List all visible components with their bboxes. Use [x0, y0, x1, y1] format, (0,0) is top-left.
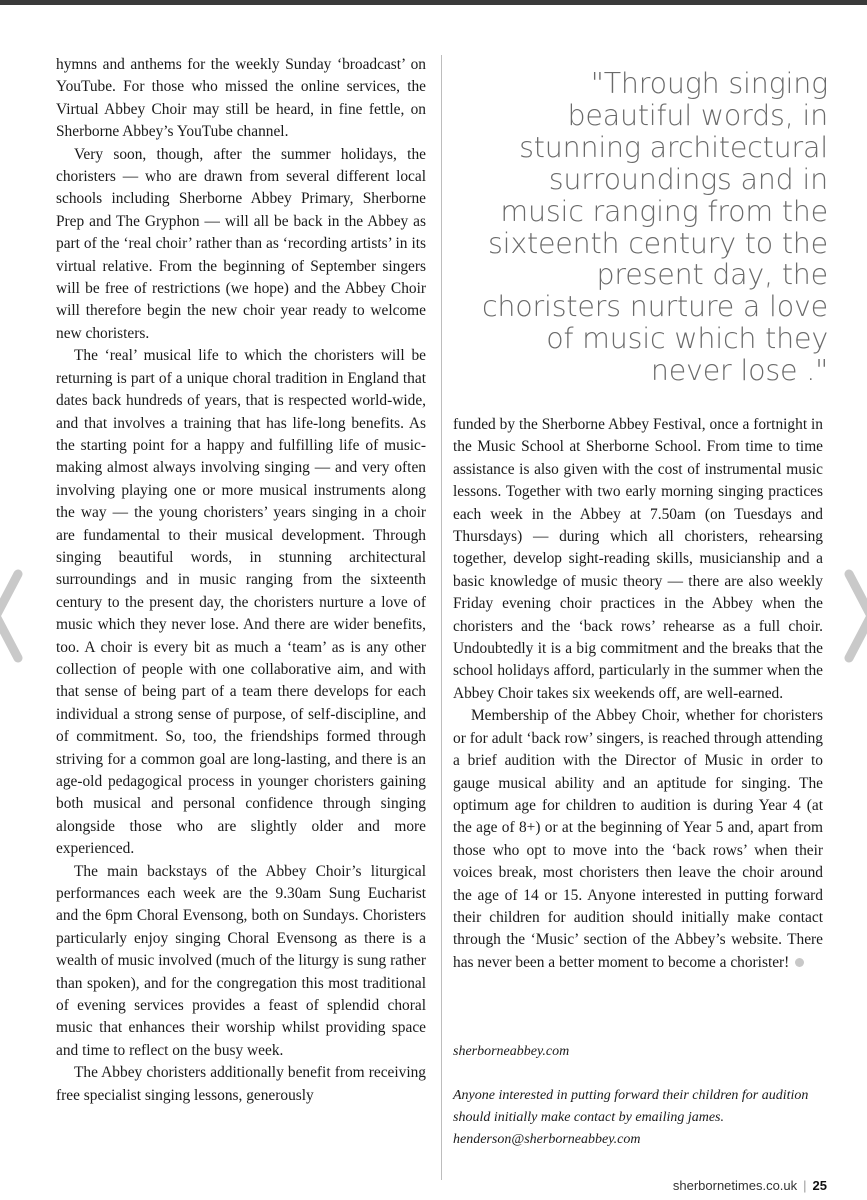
- paragraph: The Abbey choristers additionally benefit from receiving free specialist singing lessons, generously: [56, 1064, 426, 1104]
- column-divider: [441, 55, 442, 1180]
- paragraph-text: Membership of the Abbey Choir, whether for choristers or for adult ‘back row’ singers, is reached through attending a brief audition with the Director of Music in order to gauge musical ability and an aptitude for singing. The optimum age for children to audition is during Year 4 (at the age of 8+) or at the beginning of Year 5 and, apart from those who opt to move into the ‘back rows’ when their voices break, most choristers then leave the choir around the age of 14 or 15. Anyone interested in putting forward their children for audition should initially make contact through the ‘Music’ section of the Abbey’s website. There has never been a better moment to become a chorister!: [453, 707, 823, 971]
- paragraph: The ‘real’ musical life to which the choristers will be returning is part of a unique choral tradition in England that dates back hundreds of years, that is respected world-wide, and that involves a training that has life-long benefits. As the starting point for a happy and fulfilling life of music-making almost always involving singing — and very often involving playing one or more musical instruments along the way — the young choristers’ years singing in a choir are fundamental to their musical development. Through singing beautiful words, in stunning architectural surroundings and in music ranging from the sixteenth century to the present day, the choristers nurture a love of music which they never lose. And there are wider benefits, too. A choir is every bit as much a ‘team’ as is any other collection of people with one collaborative aim, and with that sense of being part of a team there develops for each individual a strong sense of purpose, of self-discipline, and of commitment. So, too, the friendships formed through striving for a common goal are long-lasting, and there is an age-old pedagogical process in younger choristers gaining both musical and personal confidence through singing alongside those who are slightly older and more experienced.: [56, 347, 426, 858]
- page-number: 25: [812, 1178, 827, 1193]
- chevron-left-icon[interactable]: [0, 568, 24, 664]
- left-column: [56, 54, 426, 1107]
- paragraph: funded by the Sherborne Abbey Festival, once a fortnight in the Music School at Sherborne School. From time to time assistance is also given with the cost of instrumental music lessons. Together with two early morning singing practices each week in the Abbey at 7.50am (on Tuesdays and Thursdays) — during which all choristers, rehearsing together, develop sight-reading skills, musicianship and a basic knowledge of music theory — there are also weekly Friday evening choir practices in the Abbey when the choristers and the ‘back rows’ rehearse as a full choir. Undoubtedly it is a big commitment and the breaks that the school holidays afford, particularly in the summer when the Abbey Choir takes six weekends off, are well-earned.: [453, 416, 823, 702]
- footer-separator: |: [803, 1178, 807, 1193]
- right-column: [453, 414, 823, 974]
- paragraph: The main backstays of the Abbey Choir’s liturgical performances each week are the 9.30am Sung Eucharist and the 6pm Choral Evensong, both on Sundays. Choristers particularly enjoy singing Choral Evensong as there is a wealth of music involved (much of the liturgy is sung rather than spoken), and for the congregation this most traditional of evening services provides a feast of splendid choral music that enhances their worship whilst providing space and time to reflect on the busy week.: [56, 862, 426, 1059]
- chevron-right-icon[interactable]: [843, 568, 867, 664]
- paragraph: Very soon, though, after the summer holidays, the choristers — who are drawn from several different local schools including Sherborne Abbey Primary, Sherborne Prep and The Gryphon — will all be back in the Abbey as part of the ‘real choir’ rather than as ‘recording artists’ in its virtual relative. From the beginning of September singers will be free of restrictions (we hope) and the Abbey Choir will therefore begin the new choir year ready to welcome new choristers.: [56, 145, 426, 342]
- paragraph-final: [453, 705, 823, 974]
- top-bar: [0, 0, 867, 5]
- dot-icon: [795, 958, 804, 967]
- paragraph: hymns and anthems for the weekly Sunday ‘broadcast’ on YouTube. For those who missed the online services, the Virtual Abbey Choir may still be heard, in fine fettle, on Sherborne Abbey’s YouTube channel.: [56, 56, 426, 141]
- pull-quote: "Through singing beautiful words, in stunning architectural surroundings and in music ranging from the sixteenth century to the present day, the choristers nurture a love of music which they never lose .": [481, 67, 828, 388]
- contact-note: Anyone interested in putting forward their children for audition should initially make contact by emailing james. henderson@sherborneabbey.com: [453, 1088, 809, 1147]
- page-footer: [673, 1178, 827, 1193]
- footer-site: sherbornetimes.co.uk: [672, 1178, 798, 1193]
- website-credit: sherborneabbey.com: [453, 1044, 570, 1059]
